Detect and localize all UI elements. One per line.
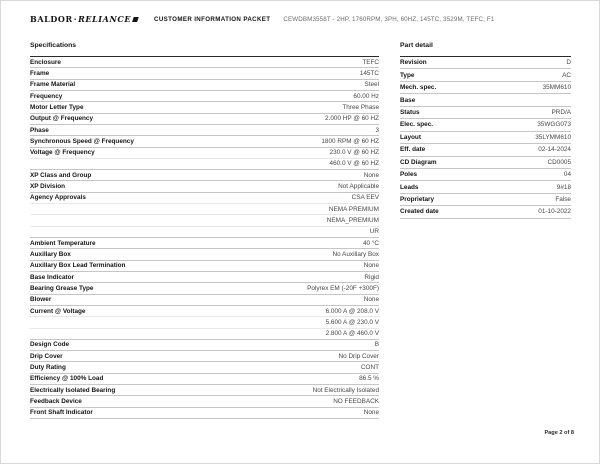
table-row	[30, 317, 379, 328]
part-detail-section	[400, 42, 571, 419]
table-row	[400, 82, 571, 94]
row-label: Base	[400, 96, 416, 104]
row-label: Feedback Device	[30, 398, 82, 406]
row-value: 3	[375, 126, 379, 134]
specifications-table	[30, 56, 379, 419]
row-value: Polyrex EM (-20F +300F)	[307, 284, 379, 292]
part-detail-heading: Part detail	[400, 42, 433, 49]
row-value: 60.00 Hz	[353, 92, 379, 100]
row-label: Agency Approvals	[30, 194, 86, 202]
row-label: Drip Cover	[30, 352, 63, 360]
table-row	[30, 57, 379, 68]
table-row	[30, 148, 379, 159]
row-label: XP Class and Group	[30, 171, 92, 179]
table-row	[30, 351, 379, 362]
table-row	[30, 396, 379, 407]
row-label: Revision	[400, 59, 427, 67]
specifications-heading: Specifications	[30, 42, 77, 49]
table-row	[30, 170, 379, 181]
row-label: Leads	[400, 183, 419, 191]
logo-baldor-text: BALDOR	[30, 14, 73, 24]
table-row	[400, 119, 571, 131]
row-label: XP Division	[30, 183, 66, 191]
row-value: None	[363, 171, 379, 179]
table-row	[30, 159, 379, 170]
table-row	[30, 340, 379, 351]
row-value: None	[363, 409, 379, 417]
row-label: Current @ Voltage	[30, 307, 86, 315]
row-value: NEMA_PREMIUM	[326, 217, 379, 225]
row-label: Auxillary Box	[30, 250, 71, 258]
row-label: Output @ Frequency	[30, 115, 94, 123]
baldor-reliance-logo	[30, 14, 138, 24]
row-value: 35MM610	[542, 84, 571, 92]
row-value: 35LYMM610	[535, 133, 571, 141]
row-value: No Drip Cover	[338, 352, 379, 360]
table-row	[30, 193, 379, 204]
row-label: Frame	[30, 69, 50, 77]
row-value: 145TC	[359, 69, 379, 77]
table-row	[400, 107, 571, 119]
row-value: CD0005	[547, 158, 571, 166]
table-row	[30, 295, 379, 306]
table-row	[30, 227, 379, 238]
row-value: None	[363, 296, 379, 304]
row-value: False	[555, 196, 571, 204]
row-value: 1800 RPM @ 60 HZ	[321, 137, 379, 145]
row-value: CSA EEV	[351, 194, 379, 202]
row-value: AC	[562, 71, 571, 79]
row-label: Front Shaft Indicator	[30, 409, 93, 417]
row-label: Synchronous Speed @ Frequency	[30, 137, 134, 145]
reliance-flag-icon	[132, 17, 138, 22]
row-value: None	[363, 262, 379, 270]
row-value: 5.600 A @ 230.0 V	[325, 318, 379, 326]
row-label: Eff. date	[400, 146, 426, 154]
row-label: Type	[400, 71, 415, 79]
table-row	[30, 249, 379, 260]
table-row	[30, 114, 379, 125]
table-row	[400, 57, 571, 69]
row-value: No Auxillary Box	[332, 250, 379, 258]
row-value: 2.000 HP @ 60 HZ	[325, 115, 379, 123]
row-value: 460.0 V @ 60 HZ	[329, 160, 379, 168]
row-value: TEFC	[362, 58, 379, 66]
specifications-section	[30, 42, 379, 419]
product-description: CEWDBM3558T - 2HP, 1760RPM, 3PH, 60HZ, 145TC, 3529M, TEFC, F1	[283, 15, 495, 23]
table-row	[30, 329, 379, 340]
table-row	[400, 94, 571, 106]
row-label: Layout	[400, 133, 421, 141]
row-label: Base Indicator	[30, 273, 75, 281]
table-row	[30, 125, 379, 136]
table-row	[30, 374, 379, 385]
row-value: 6.000 A @ 208.0 V	[325, 307, 379, 315]
row-value: Not Applicable	[338, 183, 379, 191]
table-row	[30, 272, 379, 283]
row-value: 9#18	[556, 183, 571, 191]
row-value: B	[374, 341, 379, 349]
table-row	[30, 215, 379, 226]
row-value: 02-14-2024	[538, 146, 571, 154]
page-header	[30, 14, 579, 24]
page-number: Page 2 of 8	[544, 430, 574, 436]
row-value: Not Electrically Isolated	[312, 386, 379, 394]
row-value: Rigid	[364, 273, 379, 281]
table-row	[30, 204, 379, 215]
table-row	[30, 261, 379, 272]
row-value: 40 °C	[362, 239, 379, 247]
logo-separator: ·	[73, 14, 78, 24]
logo-reliance-text: RELIANCE	[78, 14, 132, 24]
row-label: Proprietary	[400, 196, 435, 204]
row-value: 86.5 %	[359, 375, 379, 383]
table-row	[400, 132, 571, 144]
row-label: Electrically Isolated Bearing	[30, 386, 116, 394]
table-row	[400, 69, 571, 81]
row-value: NEMA PREMIUM	[328, 205, 379, 213]
row-label: CD Diagram	[400, 158, 437, 166]
row-value: D	[566, 59, 571, 67]
row-value: UR	[369, 228, 379, 236]
table-row	[30, 238, 379, 249]
table-row	[30, 385, 379, 396]
row-value: Three Phase	[342, 103, 379, 111]
table-row	[30, 68, 379, 79]
row-value: 01-10-2022	[538, 208, 571, 216]
row-label: Design Code	[30, 341, 70, 349]
row-value: Steel	[364, 81, 379, 89]
row-label: Duty Rating	[30, 364, 66, 372]
row-label: Motor Letter Type	[30, 103, 84, 111]
row-label: Ambient Temperature	[30, 239, 96, 247]
row-label: Poles	[400, 171, 418, 179]
table-row	[400, 144, 571, 156]
table-row	[30, 136, 379, 147]
table-row	[30, 362, 379, 373]
row-value: PRD/A	[551, 108, 571, 116]
table-row	[30, 306, 379, 317]
row-value: 04	[563, 171, 571, 179]
row-value: 2.800 A @ 460.0 V	[325, 330, 379, 338]
table-row	[400, 206, 571, 218]
table-row	[400, 169, 571, 181]
row-label: Bearing Grease Type	[30, 284, 94, 292]
row-label: Voltage @ Frequency	[30, 149, 95, 157]
row-label: Efficiency @ 100% Load	[30, 375, 104, 383]
part-detail-table	[400, 56, 571, 219]
document-title: CUSTOMER INFORMATION PACKET	[154, 15, 271, 23]
table-row	[30, 283, 379, 294]
table-row	[400, 157, 571, 169]
row-value: 35WGG073	[537, 121, 571, 129]
row-label: Frequency	[30, 92, 63, 100]
table-row	[400, 194, 571, 206]
row-label: Enclosure	[30, 58, 61, 66]
table-row	[30, 408, 379, 419]
table-row	[30, 181, 379, 192]
table-row	[400, 181, 571, 193]
row-label: Status	[400, 108, 420, 116]
row-value: CONT	[360, 364, 379, 372]
row-label: Elec. spec.	[400, 121, 434, 129]
row-label: Blower	[30, 296, 52, 304]
row-label: Mech. spec.	[400, 84, 437, 92]
row-label: Frame Material	[30, 81, 76, 89]
table-row	[30, 102, 379, 113]
row-value: NO FEEDBACK	[333, 398, 379, 406]
row-label: Phase	[30, 126, 49, 134]
content-area	[30, 42, 571, 419]
row-label: Auxillary Box Lead Termination	[30, 262, 126, 270]
table-row	[30, 80, 379, 91]
row-label: Created date	[400, 208, 439, 216]
row-value: 230.0 V @ 60 HZ	[329, 149, 379, 157]
table-row	[30, 91, 379, 102]
